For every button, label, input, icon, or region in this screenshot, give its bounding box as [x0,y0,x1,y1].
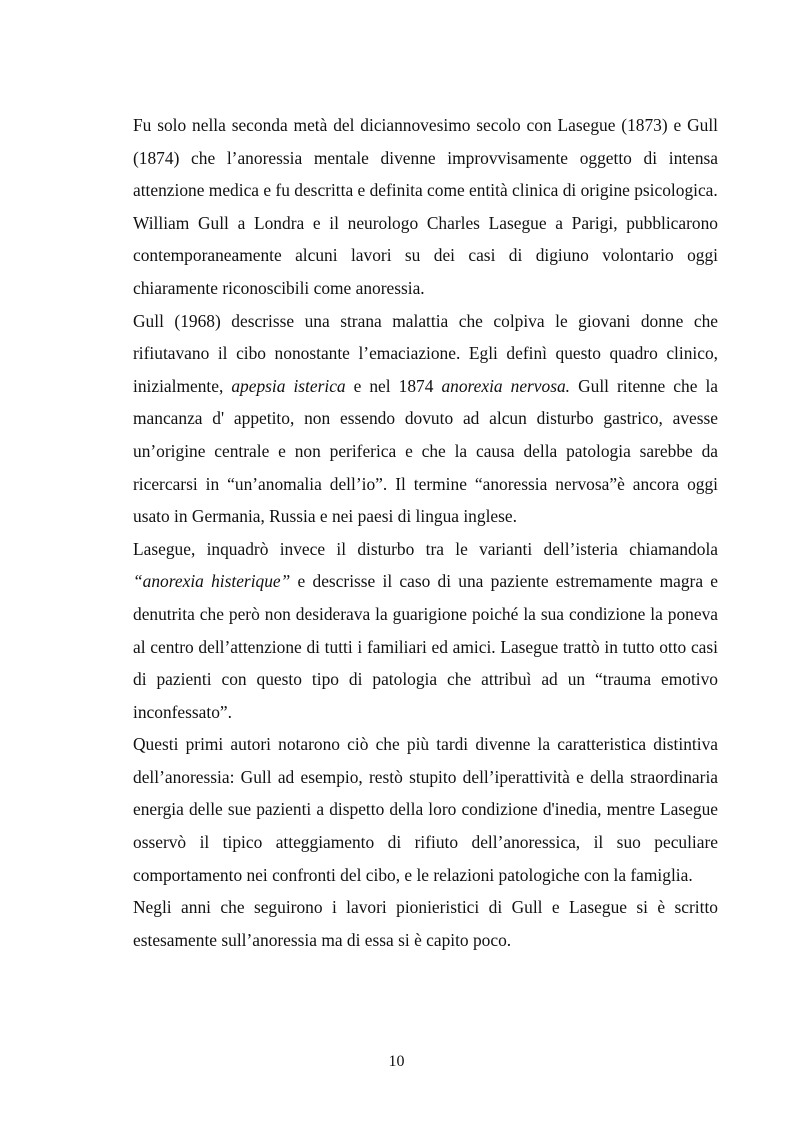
body-text [133,109,718,956]
term-anorexia-nervosa: anorexia nervosa. [441,375,571,396]
paragraph-3-text-3: Gull ritenne che la mancanza d' appetito, non essendo dovuto ad alcun disturbo gastrico, avesse un’origine centrale e non periferica e che la causa della patologia sarebbe da ricercarsi in “un’anomalia dell’io”. Il termine “anoressia nervosa”è ancora oggi usato in Germania, Russia e nei paesi di lingua inglese. [133,375,718,527]
paragraph-1: Fu solo nella seconda metà del diciannovesimo secolo con Lasegue (1873) e Gull (1874) che l’anoressia mentale divenne improvvisamente oggetto di intensa attenzione medica e fu descritta e definita come entità clinica di origine psicologica. [133,115,718,201]
term-anorexia-histerique: “anorexia histerique” [133,571,291,592]
paragraph-4-text-2: e descrisse il caso di una paziente estremamente magra e denutrita che però non desiderava la guarigione poiché la sua condizione la poneva al centro dell’attenzione di tutti i familiari ed amici. Lasegue trattò in tutto otto casi di pazienti con questo tipo di patologia che attribuì ad un “trauma emotivo inconfessato”. [133,571,719,722]
paragraph-3-text-1: Gull (1968) descrisse una strana malattia che colpiva le giovani donne che rifiutavano il cibo nonostante l’emaciazione. Egli definì questo quadro clinico, inizialmente, [133,310,718,396]
paragraph-2: William Gull a Londra e il neurologo Charles Lasegue a Parigi, pubblicarono contemporaneamente alcuni lavori su dei casi di digiuno volontario oggi chiaramente riconoscibili come anoressia. [133,212,718,298]
term-apepsia-isterica: apepsia isterica [231,375,346,396]
page-number: 10 [388,1053,405,1070]
paragraph-3 [133,305,718,533]
paragraph-3-text-2: e nel 1874 [345,375,442,396]
paragraph-4-text-1: Lasegue, inquadrò invece il disturbo tra le varianti dell’isteria chiamandola [133,538,718,559]
paragraph-4 [133,533,718,729]
paragraph-6: Negli anni che seguirono i lavori pionieristici di Gull e Lasegue si è scritto estesamente sull’anoressia ma di essa si è capito poco. [133,897,718,950]
paragraph-5: Questi primi autori notarono ciò che più tardi divenne la caratteristica distintiva dell’anoressia: Gull ad esempio, restò stupito dell’iperattività e della straordinaria energia delle sue pazienti a dispetto della loro condizione d'inedia, mentre Lasegue osservò il tipico atteggiamento di rifiuto dell’anoressica, il suo peculiare comportamento nei confronti del cibo, e le relazioni patologiche con la famiglia. [133,734,718,885]
